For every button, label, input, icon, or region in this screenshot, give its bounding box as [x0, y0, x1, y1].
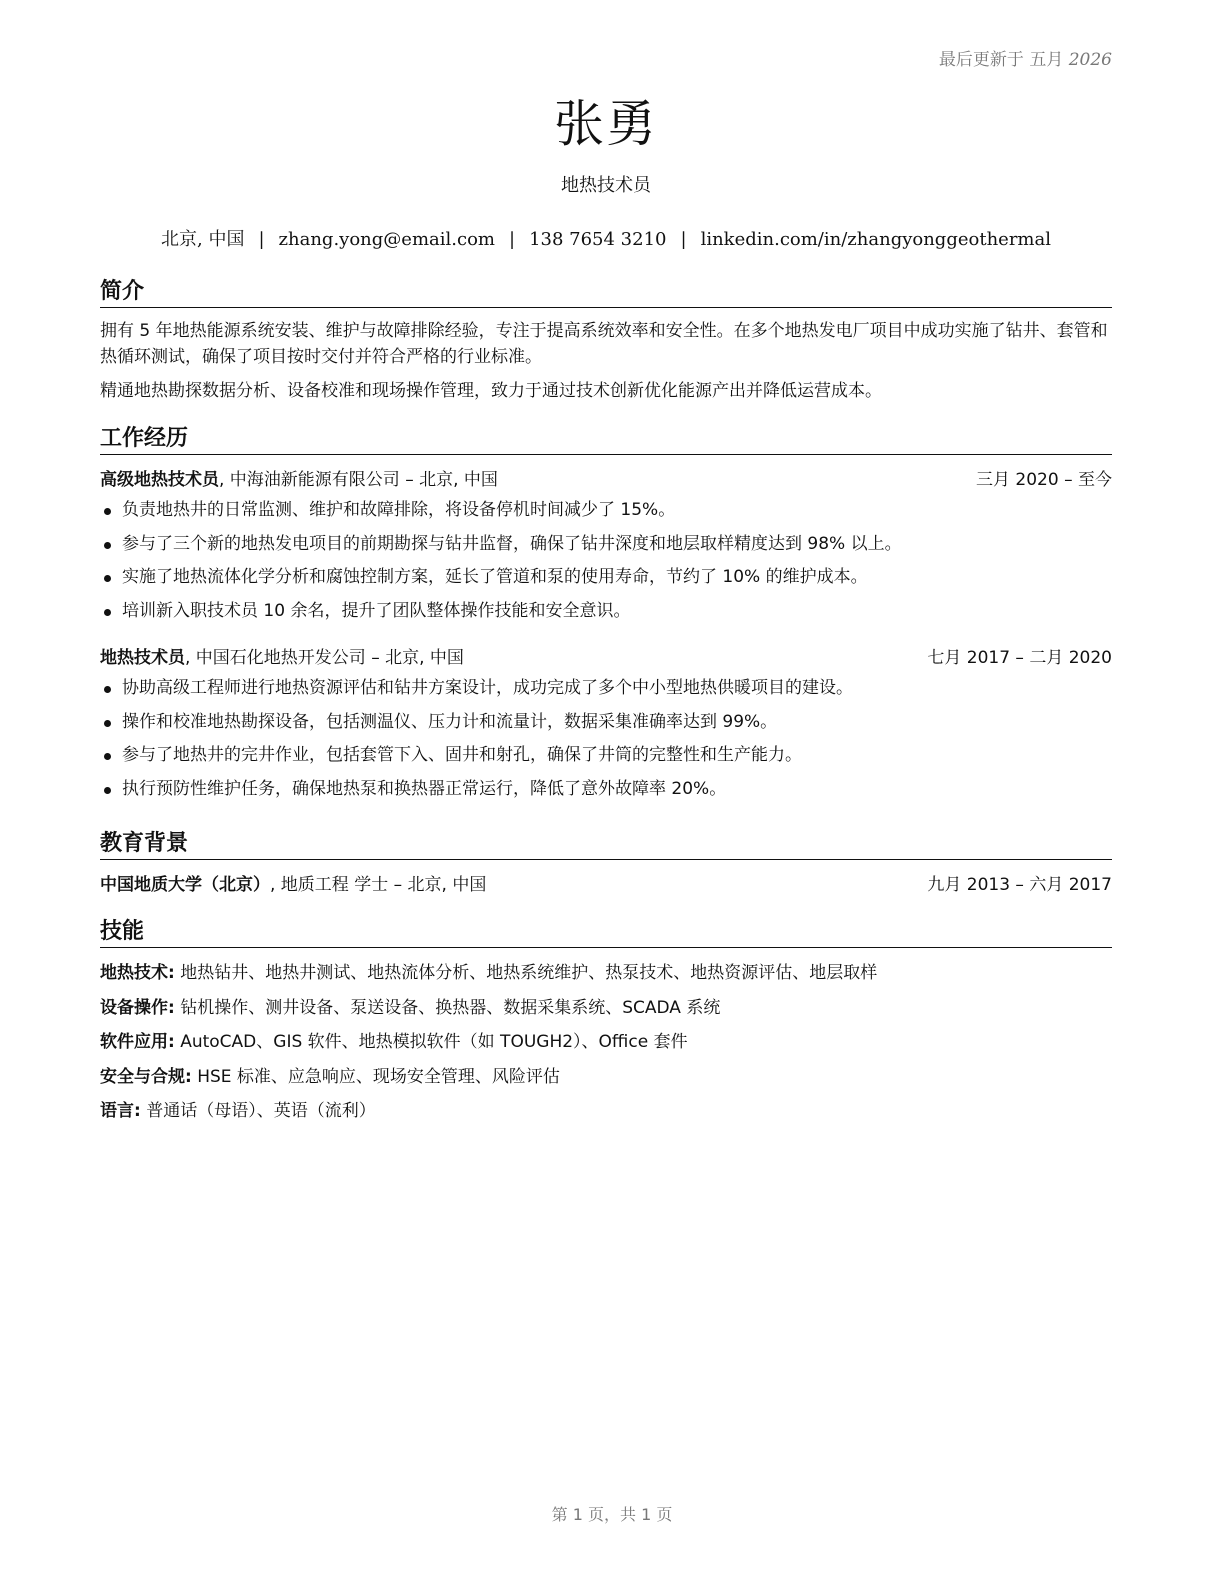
- resume-page: [100, 0, 1112, 1584]
- job-bullets: [100, 672, 1112, 806]
- contact-email[interactable]: zhang.yong@email.com: [278, 229, 495, 250]
- candidate-title: 地热技术员: [561, 175, 651, 196]
- page-footer: 第 1 页，共 1 页: [551, 1505, 673, 1524]
- job-bullet: 实施了地热流体化学分析和腐蚀控制方案，延长了管道和泵的使用寿命，节约了 10% 的维护成本。: [100, 561, 1112, 595]
- job-bullet: 协助高级工程师进行地热资源评估和钻井方案设计，成功完成了多个中小型地热供暖项目的建设。: [100, 672, 1112, 706]
- skill-label: 地热技术:: [100, 963, 175, 983]
- contact-location: 北京, 中国: [161, 229, 245, 250]
- job-bullet: 操作和校准地热勘探设备，包括测温仪、压力计和流量计，数据采集准确率达到 99%。: [100, 706, 1112, 740]
- experience-section: [100, 426, 1112, 806]
- last-updated-year: 2026: [1068, 50, 1112, 70]
- job-bullet: 执行预防性维护任务，确保地热泵和换热器正常运行，降低了意外故障率 20%。: [100, 773, 1112, 807]
- skill-row: [100, 1060, 1112, 1095]
- job-entry: [100, 467, 1112, 628]
- job-bullet: 参与了三个新的地热发电项目的前期勘探与钻井监督，确保了钻井深度和地层取样精度达到 98% 以上。: [100, 528, 1112, 562]
- contact-phone: 138 7654 3210: [529, 229, 667, 250]
- skill-row: [100, 991, 1112, 1026]
- job-role-company: [100, 645, 464, 671]
- skill-label: 语言:: [100, 1101, 141, 1121]
- skill-row: [100, 1094, 1112, 1129]
- job-bullet: 参与了地热井的完井作业，包括套管下入、固井和射孔，确保了井筒的完整性和生产能力。: [100, 739, 1112, 773]
- experience-heading: 工作经历: [100, 426, 1112, 455]
- job-entry: [100, 645, 1112, 806]
- education-school-degree: [100, 872, 486, 898]
- summary-paragraph: 精通地热勘探数据分析、设备校准和现场操作管理，致力于通过技术创新优化能源产出并降低运营成本。: [100, 381, 882, 401]
- skill-row: [100, 956, 1112, 991]
- education-detail: , 地质工程 学士 – 北京, 中国: [270, 875, 487, 895]
- last-updated-prefix: 最后更新于 五月: [938, 50, 1069, 70]
- contact-line: [100, 225, 1112, 251]
- job-header: [100, 467, 1112, 493]
- contact-linkedin[interactable]: linkedin.com/in/zhangyonggeothermal: [700, 229, 1051, 250]
- job-bullet: 负责地热井的日常监测、维护和故障排除，将设备停机时间减少了 15%。: [100, 494, 1112, 528]
- education-section: [100, 831, 1112, 898]
- skills-section: [100, 919, 1112, 1129]
- job-company: , 中海油新能源有限公司 – 北京, 中国: [219, 470, 498, 490]
- job-role: 高级地热技术员: [100, 470, 219, 490]
- job-role: 地热技术员: [100, 648, 185, 668]
- job-bullets: [100, 494, 1112, 628]
- education-entry: [100, 872, 1112, 898]
- job-dates: 三月 2020 – 至今: [976, 470, 1112, 490]
- job-bullet: 培训新入职技术员 10 余名，提升了团队整体操作技能和安全意识。: [100, 595, 1112, 629]
- skill-value: 钻机操作、测井设备、泵送设备、换热器、数据采集系统、SCADA 系统: [174, 997, 721, 1018]
- summary-heading: 简介: [100, 279, 1112, 308]
- job-company: , 中国石化地热开发公司 – 北京, 中国: [185, 648, 464, 668]
- summary-paragraph: 拥有 5 年地热能源系统安装、维护与故障排除经验，专注于提高系统效率和安全性。在多个地热发电厂项目中成功实施了钻井、套管和热循环测试，确保了项目按时交付并符合严格的行业标准。: [100, 321, 1108, 367]
- skills-list: [100, 956, 1112, 1129]
- job-dates: 七月 2017 – 二月 2020: [927, 648, 1112, 668]
- contact-separator: |: [508, 229, 516, 250]
- education-school: 中国地质大学（北京）: [100, 875, 270, 895]
- skill-value: HSE 标准、应急响应、现场安全管理、风险评估: [191, 1066, 560, 1087]
- candidate-name: 张勇: [554, 95, 658, 153]
- education-heading: 教育背景: [100, 831, 1112, 860]
- skill-value: AutoCAD、GIS 软件、地热模拟软件（如 TOUGH2）、Office 套件: [174, 1032, 688, 1052]
- job-header: [100, 645, 1112, 671]
- education-dates: 九月 2013 – 六月 2017: [927, 875, 1112, 895]
- contact-separator: |: [258, 229, 265, 250]
- skill-value: 普通话（母语）、英语（流利）: [140, 1101, 376, 1121]
- skill-label: 设备操作:: [100, 997, 175, 1018]
- summary-section: [100, 279, 1112, 404]
- last-updated: [939, 45, 1112, 70]
- skill-label: 软件应用:: [100, 1032, 175, 1052]
- skill-row: [100, 1025, 1112, 1060]
- skill-label: 安全与合规:: [100, 1066, 192, 1087]
- skills-heading: 技能: [100, 919, 1112, 948]
- job-role-company: [100, 467, 498, 493]
- contact-separator: |: [680, 229, 687, 250]
- skill-value: 地热钻井、地热井测试、地热流体分析、地热系统维护、热泵技术、地热资源评估、地层取样: [174, 963, 878, 983]
